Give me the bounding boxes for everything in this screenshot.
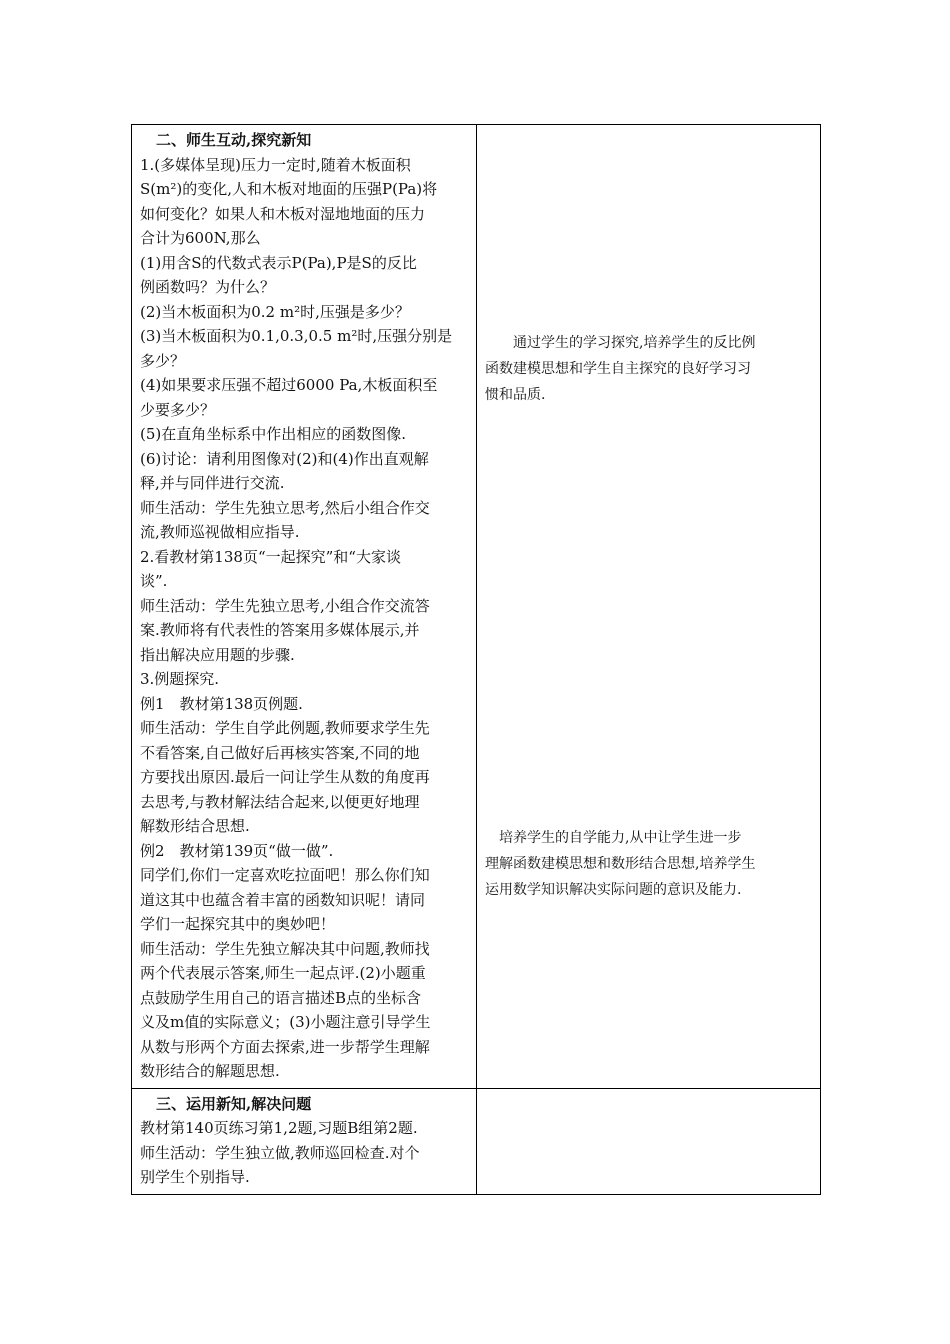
text-line: 释,并与同伴进行交流. — [140, 474, 285, 492]
text-line: 例2 教材第139页“做一做”. — [140, 841, 334, 860]
text-line: 两个代表展示答案,师生一起点评.(2)小题重 — [140, 964, 426, 982]
table-row — [132, 1088, 821, 1194]
text-line: 方要找出原因.最后一问让学生从数的角度再 — [140, 768, 430, 786]
text-line: 师生活动：学生自学此例题,教师要求学生先 — [140, 719, 430, 737]
section-heading: 三、运用新知,解决问题 — [156, 1094, 312, 1113]
text-line: 如何变化？如果人和木板对湿地地面的压力 — [140, 204, 426, 223]
text-line: (2)当木板面积为0.2 m²时,压强是多少？ — [140, 302, 410, 321]
activity-text — [132, 125, 476, 1088]
text-line: 从数与形两个方面去探索,进一步帮学生理解 — [140, 1037, 430, 1056]
text-line: 去思考,与教材解法结合起来,以便更好地理 — [140, 792, 420, 811]
text-line: 指出解决应用题的步骤. — [140, 645, 295, 664]
text-line: 理解函数建模思想和数形结合思想,培养学生 — [485, 856, 756, 872]
text-line: 3.例题探究. — [140, 670, 220, 688]
text-line: 义及m值的实际意义；(3)小题注意引导学生 — [140, 1013, 431, 1031]
table-row — [132, 125, 821, 1089]
intent-cell — [477, 125, 821, 1089]
text-line: 流,教师巡视做相应指导. — [140, 523, 300, 541]
text-line: S(m²)的变化,人和木板对地面的压强P(Pa)将 — [140, 180, 438, 198]
text-line: (1)用含S的代数式表示P(Pa),P是S的反比 — [140, 253, 417, 272]
text-line: 案.教师将有代表性的答案用多媒体展示,并 — [140, 621, 420, 639]
text-line: 多少？ — [140, 351, 186, 370]
text-line: 别学生个别指导. — [140, 1168, 250, 1186]
text-line: 师生活动：学生先独立思考,小组合作交流答 — [140, 596, 430, 615]
design-intent-note-1 — [485, 330, 812, 408]
text-line: (5)在直角坐标系中作出相应的函数图像. — [140, 425, 407, 443]
text-line: 道这其中也蕴含着丰富的函数知识呢！请同 — [140, 890, 426, 909]
text-line: 师生活动：学生独立做,教师巡回检查.对个 — [140, 1143, 420, 1162]
text-line: 函数建模思想和学生自主探究的良好学习习 — [485, 361, 751, 377]
text-line: 运用数学知识解决实际问题的意识及能力. — [485, 882, 742, 898]
text-line: (4)如果要求压强不超过6000 Pa,木板面积至 — [140, 376, 438, 394]
design-intent-note-2 — [485, 825, 812, 903]
text-line: (6)讨论：请利用图像对(2)和(4)作出直观解 — [140, 449, 429, 468]
text-line: 惯和品质. — [485, 387, 546, 403]
text-line: 师生活动：学生先独立解决其中问题,教师找 — [140, 939, 430, 958]
text-line: 通过学生的学习探究,培养学生的反比例 — [485, 335, 756, 351]
text-line: 少要多少？ — [140, 400, 216, 419]
text-line: 例1 教材第138页例题. — [140, 694, 303, 713]
text-line: 合计为600N,那么 — [140, 229, 261, 247]
text-line: 例函数吗？为什么？ — [140, 278, 276, 296]
text-line: 教材第140页练习第1,2题,习题B组第2题. — [140, 1119, 418, 1137]
activity-text — [132, 1089, 476, 1194]
text-line: 不看答案,自己做好后再核实答案,不同的地 — [140, 743, 420, 762]
activity-cell — [132, 125, 477, 1089]
text-line: 点鼓励学生用自己的语言描述B点的坐标含 — [140, 988, 422, 1007]
intent-cell-empty — [477, 1088, 821, 1194]
text-line: 数形结合的解题思想. — [140, 1062, 280, 1080]
text-line: 师生活动：学生先独立思考,然后小组合作交 — [140, 498, 430, 517]
text-line: 培养学生的自学能力,从中让学生进一步 — [485, 830, 742, 846]
text-line: 学们一起探究其中的奥妙吧！ — [140, 915, 336, 933]
section-heading: 二、师生互动,探究新知 — [156, 131, 312, 149]
text-line: 2.看教材第138页“一起探究”和“大家谈 — [140, 547, 401, 566]
text-line: 谈”. — [140, 572, 168, 590]
text-line: 1.(多媒体呈现)压力一定时,随着木板面积 — [140, 155, 411, 174]
lesson-plan-table — [131, 124, 821, 1195]
text-line: (3)当木板面积为0.1,0.3,0.5 m²时,压强分别是 — [140, 327, 453, 345]
text-line: 解数形结合思想. — [140, 817, 250, 835]
text-line: 同学们,你们一定喜欢吃拉面吧！那么你们知 — [140, 866, 430, 884]
activity-cell — [132, 1088, 477, 1194]
